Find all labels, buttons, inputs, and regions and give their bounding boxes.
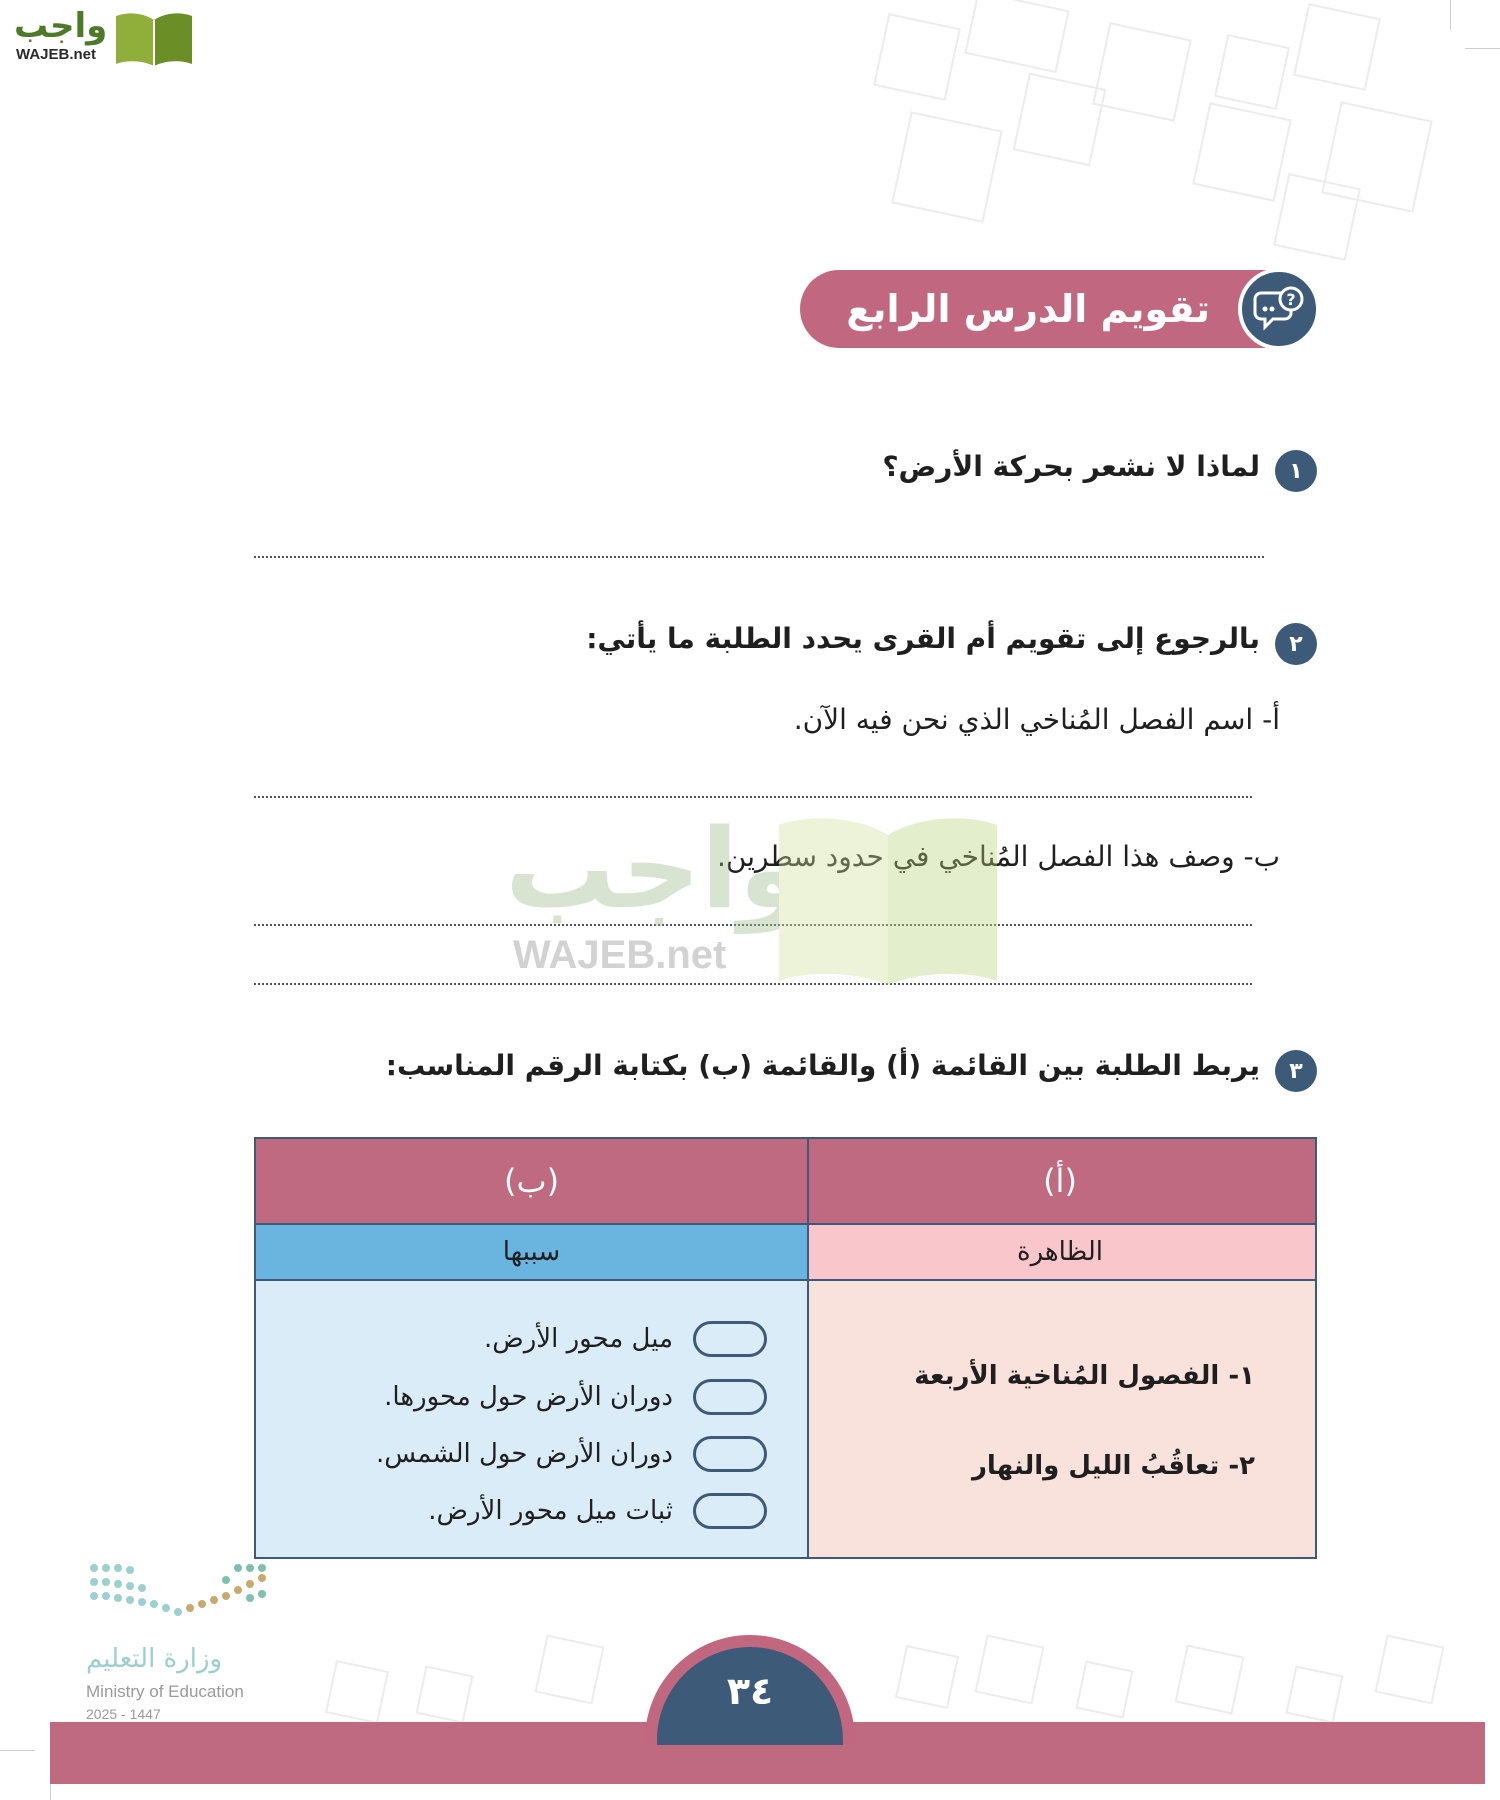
phenomenon-item: ٢- تعاقُبُ الليل والنهار xyxy=(971,1451,1255,1481)
column-a-body xyxy=(805,1281,1315,1557)
cause-row xyxy=(484,1319,767,1359)
question-3-badge: ٣ xyxy=(1275,1050,1317,1092)
answer-box[interactable] xyxy=(693,1436,767,1472)
question-1-badge: ١ xyxy=(1275,450,1317,492)
column-a xyxy=(805,1139,1315,1557)
cause-row xyxy=(376,1434,767,1474)
question-2b-text: ب- وصف هذا الفصل المُناخي في حدود سطرين. xyxy=(717,840,1280,873)
ministry-year: 2025 - 1447 xyxy=(86,1706,161,1722)
logo-english: WAJEB.net xyxy=(16,46,97,63)
matching-table xyxy=(254,1137,1317,1559)
cause-text: دوران الأرض حول الشمس. xyxy=(375,1439,673,1469)
crop-mark xyxy=(1465,48,1500,49)
crop-mark xyxy=(0,1750,35,1751)
phenomenon-item: ١- الفصول المُناخية الأربعة xyxy=(914,1361,1255,1391)
question-1-text: لماذا لا نشعر بحركة الأرض؟ xyxy=(882,450,1260,483)
cause-text: ثبات ميل محور الأرض. xyxy=(428,1496,673,1526)
column-b xyxy=(256,1139,809,1557)
cause-row xyxy=(384,1377,767,1417)
question-chat-icon xyxy=(1238,268,1320,350)
ministry-emblem-icon xyxy=(86,1560,276,1630)
logo-arabic: واجب xyxy=(14,6,108,46)
page-number-tab xyxy=(645,1635,855,1745)
ministry-arabic: وزارة التعليم xyxy=(86,1644,223,1674)
column-b-body xyxy=(256,1281,807,1557)
question-2-badge: ٢ xyxy=(1275,623,1317,665)
cause-row xyxy=(428,1491,767,1531)
lesson-banner xyxy=(800,270,1320,348)
banner-title: تقويم الدرس الرابع xyxy=(846,287,1210,331)
ministry-english: Ministry of Education xyxy=(86,1682,244,1701)
ministry-logo xyxy=(86,1560,286,1720)
book-icon xyxy=(775,815,1001,985)
answer-box[interactable] xyxy=(693,1493,767,1529)
wajeb-logo xyxy=(8,4,198,70)
question-2a-text: أ- اسم الفصل المُناخي الذي نحن فيه الآن. xyxy=(793,703,1280,736)
page-number: ٣٤ xyxy=(657,1647,843,1745)
answer-box[interactable] xyxy=(693,1379,767,1415)
column-a-subheader: الظاهرة xyxy=(805,1225,1315,1281)
answer-box[interactable] xyxy=(693,1321,767,1357)
cause-text: ميل محور الأرض. xyxy=(484,1324,673,1354)
column-b-header: (ب) xyxy=(256,1139,807,1225)
watermark-arabic: واجب xyxy=(505,805,807,933)
book-icon xyxy=(112,8,196,68)
svg-text:?: ? xyxy=(1286,290,1296,309)
question-3-text: يربط الطلبة بين القائمة (أ) والقائمة (ب) بكتابة الرقم المناسب: xyxy=(385,1049,1260,1082)
banner-pill xyxy=(800,270,1270,348)
answer-line[interactable] xyxy=(254,556,1264,558)
watermark-english: WAJEB.net xyxy=(513,933,727,977)
answer-line[interactable] xyxy=(254,796,1252,798)
column-a-header: (أ) xyxy=(805,1139,1315,1225)
crop-mark xyxy=(1450,0,1451,30)
question-2-text: بالرجوع إلى تقويم أم القرى يحدد الطلبة ما يأتي: xyxy=(586,622,1260,655)
watermark xyxy=(505,805,1005,985)
column-b-subheader: سببها xyxy=(256,1225,807,1281)
cause-text: دوران الأرض حول محورها. xyxy=(384,1382,673,1412)
